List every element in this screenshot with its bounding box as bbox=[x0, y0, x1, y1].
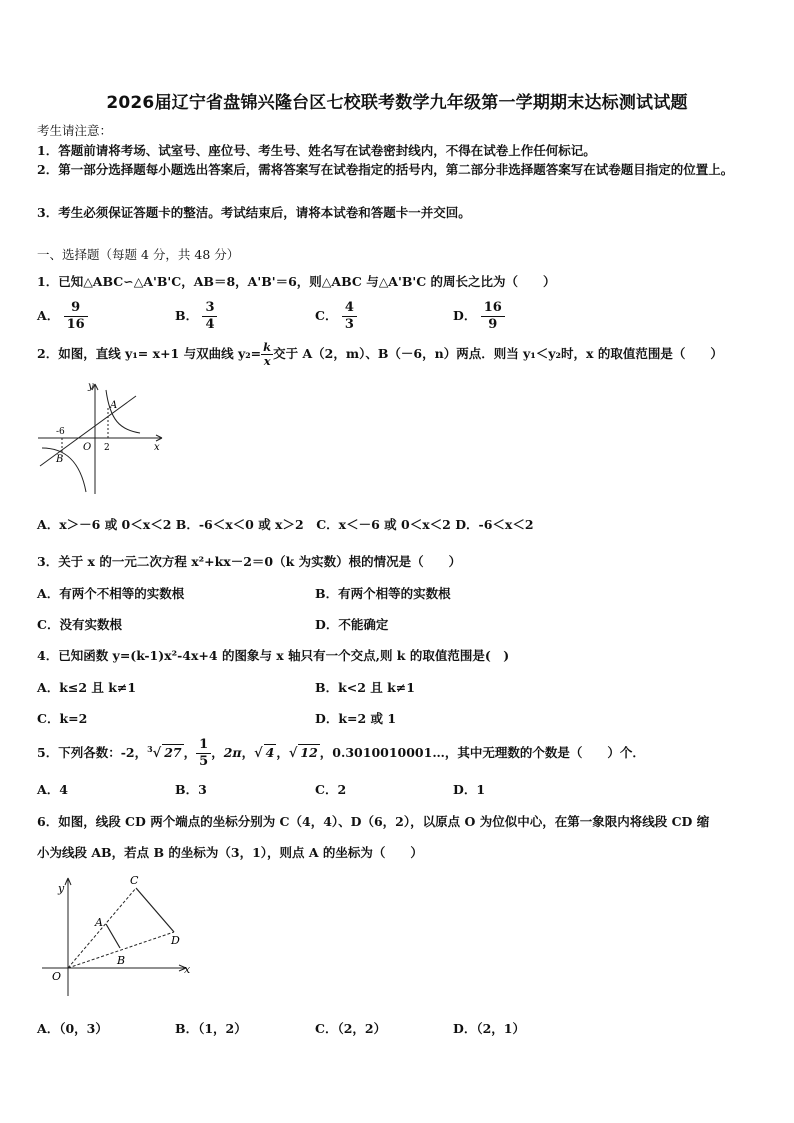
q1-option-d[interactable]: D． $\frac{16}{9}$ bbox=[453, 300, 505, 333]
q1-stem: 1．已知△ABC∽△A'B'C，AB＝8，A'B'＝6，则△ABC 与△A'B'C 的周长之比为（ ） bbox=[37, 274, 556, 289]
q1-option-c[interactable]: C． $\frac{4}{3}$ bbox=[315, 300, 357, 333]
q3-option-a[interactable]: A．有两个不相等的实数根 bbox=[37, 586, 185, 601]
q4-option-c[interactable]: C．k=2 bbox=[37, 711, 88, 726]
q4-stem: 4．已知函数 y=(k-1)x²-4x+4 的图象与 x 轴只有一个交点,则 k 的取值范围是( ) bbox=[37, 648, 510, 663]
q6-label-c: C bbox=[130, 874, 139, 887]
q6-label-a: A bbox=[95, 916, 103, 929]
q3-option-c[interactable]: C．没有实数根 bbox=[37, 617, 122, 632]
q2-label-b: B bbox=[56, 454, 64, 465]
notice-item-1: 1．答题前请将考场、试室号、座位号、考生号、姓名写在试卷密封线内，不得在试卷上作任何标记。 bbox=[37, 143, 596, 158]
section-heading: 一、选择题（每题 4 分，共 48 分） bbox=[37, 247, 240, 262]
q1-option-d-fraction: $\frac{16}{9}$ bbox=[481, 300, 505, 333]
notice-heading: 考生请注意： bbox=[37, 123, 113, 138]
q2-hyperbola-left bbox=[42, 448, 86, 492]
q4-option-a[interactable]: A．k≤2 且 k≠1 bbox=[37, 680, 137, 695]
q3-option-b[interactable]: B．有两个相等的实数根 bbox=[315, 586, 451, 601]
notice-item-2: 2．第一部分选择题每小题选出答案后，需将答案写在试卷指定的括号内，第二部分非选择题答案写在试卷题目指定的位置上。 bbox=[37, 162, 734, 177]
q5-option-d[interactable]: D．1 bbox=[453, 782, 486, 797]
q2-label-x: x bbox=[154, 442, 160, 453]
q6-stem-line1: 6．如图，线段 CD 两个端点的坐标分别为 C（4，4）、D（6，2），以原点 O 为位似中心，在第一象限内将线段 CD 缩 bbox=[37, 814, 710, 829]
q2-label-2: 2 bbox=[104, 443, 110, 453]
q2-line-y1 bbox=[40, 396, 136, 466]
q5-option-b[interactable]: B．3 bbox=[175, 782, 207, 797]
q6-label-d: D bbox=[171, 934, 180, 947]
q1-option-b-fraction: $\frac{3}{4}$ bbox=[202, 300, 217, 333]
q6-label-y: y bbox=[58, 882, 65, 895]
q5-option-a[interactable]: A．4 bbox=[37, 782, 68, 797]
q1-option-a-fraction: $\frac{9}{16}$ bbox=[64, 300, 88, 333]
q2-label-minus6: -6 bbox=[56, 427, 65, 437]
q6-option-a[interactable]: A．（0，3） bbox=[37, 1021, 108, 1036]
q6-label-o: O bbox=[52, 970, 62, 983]
q6-label-b: B bbox=[117, 954, 126, 967]
q5-option-c[interactable]: C．2 bbox=[315, 782, 347, 797]
q6-option-c[interactable]: C．（2，2） bbox=[315, 1021, 387, 1036]
notice-item-3: 3．考生必须保证答题卡的整洁。考试结束后，请将本试卷和答题卡一并交回。 bbox=[37, 205, 471, 220]
q1-option-b[interactable]: B． $\frac{3}{4}$ bbox=[175, 300, 217, 333]
q2-k-over-x: $\frac{k}{x}$ bbox=[263, 340, 272, 368]
q6-option-d[interactable]: D．（2，1） bbox=[453, 1021, 525, 1036]
q2-graph bbox=[36, 380, 168, 498]
q3-stem: 3．关于 x 的一元二次方程 x²+kx－2＝0（k 为实数）根的情况是（ ） bbox=[37, 554, 462, 569]
q6-graph bbox=[40, 872, 200, 1002]
q6-segment-cd bbox=[136, 888, 174, 932]
q2-label-a: A bbox=[110, 400, 118, 411]
q2-stem: 2．如图，直线 y₁= x+1 与双曲线 y₂= $\frac{k}{x}$ 交于 A（2，m）、B（－6，n）两点．则当 y₁＜y₂时，x 的取值范围是（ ） bbox=[37, 340, 723, 368]
q2-label-y: y bbox=[88, 381, 94, 392]
q6-stem-line2: 小为线段 AB，若点 B 的坐标为（3，1），则点 A 的坐标为（ ） bbox=[37, 845, 423, 860]
q6-segment-ab bbox=[106, 924, 120, 948]
q1-option-a[interactable]: A． $\frac{9}{16}$ bbox=[37, 300, 88, 333]
q3-option-d[interactable]: D．不能确定 bbox=[315, 617, 389, 632]
q5-stem: 5．下列各数：-2，$^3$√ 27 ， $\frac{1}{5}$ ，2π，√ 4 ，√ 12 ，0.3010010001…，其中无理数的个数是（ ）个． bbox=[37, 737, 645, 769]
q1-option-c-fraction: $\frac{4}{3}$ bbox=[342, 300, 357, 333]
q6-option-b[interactable]: B．（1，2） bbox=[175, 1021, 247, 1036]
q6-label-x: x bbox=[184, 963, 191, 976]
q2-label-o: O bbox=[83, 442, 92, 453]
q5-fraction: $\frac{1}{5}$ bbox=[196, 737, 211, 770]
q4-option-b[interactable]: B．k<2 且 k≠1 bbox=[315, 680, 415, 695]
page-title: 2026届辽宁省盘锦兴隆台区七校联考数学九年级第一学期期末达标测试试题 bbox=[106, 93, 688, 113]
q2-options[interactable]: A．x＞－6 或 0＜x＜2 B．-6＜x＜0 或 x＞2 C．x＜－6 或 0＜x＜2 D．-6＜x＜2 bbox=[37, 517, 534, 532]
q4-option-d[interactable]: D．k=2 或 1 bbox=[315, 711, 397, 726]
